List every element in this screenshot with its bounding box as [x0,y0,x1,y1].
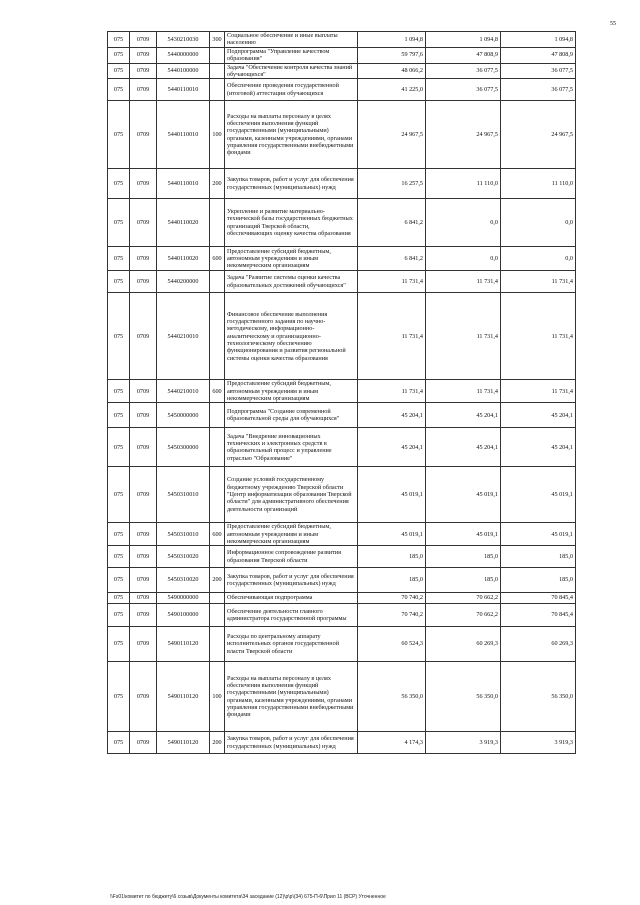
table-row [108,271,576,293]
amount-cell-2: 24 967,5 [426,101,501,169]
table-body [108,32,576,754]
amount-cell-3: 11 731,4 [501,380,576,403]
amount-cell-3: 11 731,4 [501,271,576,293]
admin-code-cell: 075 [108,101,130,169]
amount-cell-3: 45 204,1 [501,428,576,467]
amount-cell-3: 11 731,4 [501,293,576,380]
amount-cell-2: 60 269,3 [426,627,501,662]
amount-cell-2: 47 808,9 [426,47,501,63]
amount-cell-2: 36 077,5 [426,63,501,79]
section-code-cell: 0709 [130,593,157,604]
amount-cell-3: 3 919,3 [501,732,576,754]
admin-code-cell: 075 [108,63,130,79]
table-row [108,627,576,662]
target-item-code-cell: 5440210010 [157,380,210,403]
table-row [108,604,576,627]
expense-type-code-cell: 200 [210,169,225,199]
amount-cell-3: 45 204,1 [501,403,576,428]
target-item-code-cell: 5450310020 [157,568,210,593]
amount-cell-3: 185,0 [501,546,576,568]
target-item-code-cell: 5450310020 [157,546,210,568]
table-row [108,199,576,247]
amount-cell-2: 0,0 [426,199,501,247]
expense-name-cell: Информационное сопровождение развития образования Тверской области [225,546,358,568]
section-code-cell: 0709 [130,662,157,732]
expense-name-cell: Расходы по центральному аппарату исполнительных органов государственной власти Тверской области [225,627,358,662]
table-row [108,247,576,271]
table-row [108,47,576,63]
table-row [108,662,576,732]
section-code-cell: 0709 [130,428,157,467]
amount-cell-2: 45 204,1 [426,428,501,467]
expense-type-code-cell: 200 [210,732,225,754]
table-row [108,293,576,380]
target-item-code-cell: 5440200000 [157,271,210,293]
amount-cell-1: 48 066,2 [358,63,426,79]
amount-cell-1: 70 740,2 [358,604,426,627]
table-row [108,568,576,593]
section-code-cell: 0709 [130,627,157,662]
expense-type-code-cell: 100 [210,101,225,169]
amount-cell-2: 11 731,4 [426,380,501,403]
expense-name-cell: Создание условий государственному бюджетному учреждению Тверской области "Центр информатизации образования Тверской области" для административного обеспечения деятельности организаций [225,467,358,523]
table-row [108,169,576,199]
amount-cell-3: 1 094,8 [501,32,576,48]
expense-name-cell: Подпрограмма "Создание современной образовательной среды для обучающихся" [225,403,358,428]
expense-type-code-cell [210,293,225,380]
footer-file-path: \\Fs01\комитет по бюджету\6 созыв\Документы комитета\34 заседание (12)\р\р\(34) 675-П-6\Прил 11 (ВСР) Уточненное [110,894,386,900]
target-item-code-cell: 5490110120 [157,662,210,732]
target-item-code-cell: 5490110120 [157,732,210,754]
expense-name-cell: Укрепление и развитие материально-технической базы государственных бюджетных организаций Тверской области, обеспечивающих оценку качества образования [225,199,358,247]
admin-code-cell: 075 [108,627,130,662]
amount-cell-2: 36 077,5 [426,79,501,101]
amount-cell-1: 16 257,5 [358,169,426,199]
target-item-code-cell: 5450300000 [157,428,210,467]
admin-code-cell: 075 [108,169,130,199]
admin-code-cell: 075 [108,467,130,523]
amount-cell-2: 56 350,0 [426,662,501,732]
section-code-cell: 0709 [130,199,157,247]
table-row [108,79,576,101]
expense-type-code-cell: 600 [210,247,225,271]
amount-cell-2: 11 731,4 [426,271,501,293]
admin-code-cell: 075 [108,523,130,546]
expense-name-cell: Предоставление субсидий бюджетным, автономным учреждениям и иным некоммерческим организациям [225,380,358,403]
target-item-code-cell: 5440110020 [157,247,210,271]
target-item-code-cell: 5490100000 [157,604,210,627]
expense-type-code-cell [210,47,225,63]
target-item-code-cell: 5440210010 [157,293,210,380]
amount-cell-2: 3 919,3 [426,732,501,754]
admin-code-cell: 075 [108,403,130,428]
admin-code-cell: 075 [108,271,130,293]
amount-cell-1: 70 740,2 [358,593,426,604]
expense-name-cell: Закупка товаров, работ и услуг для обеспечения государственных (муниципальных) нужд [225,169,358,199]
admin-code-cell: 075 [108,380,130,403]
section-code-cell: 0709 [130,63,157,79]
page-number: 55 [610,21,616,27]
section-code-cell: 0709 [130,101,157,169]
section-code-cell: 0709 [130,47,157,63]
expense-name-cell: Задача "Обеспечение контроля качества знаний обучающихся" [225,63,358,79]
amount-cell-3: 185,0 [501,568,576,593]
table-row [108,63,576,79]
target-item-code-cell: 5490000000 [157,593,210,604]
expense-name-cell: Обеспечивающая подпрограмма [225,593,358,604]
amount-cell-1: 185,0 [358,568,426,593]
section-code-cell: 0709 [130,732,157,754]
target-item-code-cell: 5440110010 [157,79,210,101]
expense-name-cell: Предоставление субсидий бюджетным, автономным учреждениям и иным некоммерческим организациям [225,247,358,271]
section-code-cell: 0709 [130,568,157,593]
admin-code-cell: 075 [108,199,130,247]
target-item-code-cell: 5430210030 [157,32,210,48]
amount-cell-1: 45 204,1 [358,403,426,428]
table-row [108,428,576,467]
target-item-code-cell: 5440110010 [157,101,210,169]
amount-cell-3: 45 019,1 [501,523,576,546]
admin-code-cell: 075 [108,604,130,627]
amount-cell-2: 45 019,1 [426,467,501,523]
amount-cell-2: 11 110,0 [426,169,501,199]
target-item-code-cell: 5440110010 [157,169,210,199]
amount-cell-3: 0,0 [501,247,576,271]
amount-cell-3: 70 845,4 [501,604,576,627]
section-code-cell: 0709 [130,271,157,293]
amount-cell-2: 185,0 [426,568,501,593]
expense-type-code-cell: 600 [210,380,225,403]
amount-cell-3: 45 019,1 [501,467,576,523]
target-item-code-cell: 5440100000 [157,63,210,79]
section-code-cell: 0709 [130,293,157,380]
expense-type-code-cell [210,546,225,568]
expense-name-cell: Предоставление субсидий бюджетным, автономным учреждениям и иным некоммерческим организациям [225,523,358,546]
admin-code-cell: 075 [108,293,130,380]
expense-name-cell: Социальное обеспечение и иные выплаты населению [225,32,358,48]
table-row [108,467,576,523]
table-row [108,32,576,48]
section-code-cell: 0709 [130,380,157,403]
amount-cell-3: 11 110,0 [501,169,576,199]
admin-code-cell: 075 [108,247,130,271]
amount-cell-1: 1 094,8 [358,32,426,48]
amount-cell-2: 45 019,1 [426,523,501,546]
expense-name-cell: Расходы на выплаты персоналу в целях обеспечения выполнения функций государственными (муниципальными) органами, казенными учреждениями, органами управления государственными внебюджетными фондами [225,101,358,169]
target-item-code-cell: 5450310010 [157,523,210,546]
target-item-code-cell: 5450000000 [157,403,210,428]
amount-cell-1: 4 174,3 [358,732,426,754]
amount-cell-3: 24 967,5 [501,101,576,169]
table-row [108,593,576,604]
table-row [108,380,576,403]
budget-table [107,31,576,754]
expense-type-code-cell [210,271,225,293]
section-code-cell: 0709 [130,523,157,546]
amount-cell-1: 6 841,2 [358,199,426,247]
admin-code-cell: 075 [108,79,130,101]
amount-cell-1: 24 967,5 [358,101,426,169]
amount-cell-2: 1 094,8 [426,32,501,48]
expense-type-code-cell [210,627,225,662]
amount-cell-1: 11 731,4 [358,293,426,380]
target-item-code-cell: 5440000000 [157,47,210,63]
admin-code-cell: 075 [108,662,130,732]
expense-type-code-cell: 600 [210,523,225,546]
amount-cell-3: 36 077,5 [501,79,576,101]
expense-type-code-cell [210,593,225,604]
expense-type-code-cell [210,199,225,247]
expense-name-cell: Обеспечение проведения государственной (итоговой) аттестации обучающихся [225,79,358,101]
expense-name-cell: Закупка товаров, работ и услуг для обеспечения государственных (муниципальных) нужд [225,568,358,593]
amount-cell-1: 45 019,1 [358,467,426,523]
amount-cell-1: 41 225,0 [358,79,426,101]
section-code-cell: 0709 [130,32,157,48]
expense-name-cell: Расходы на выплаты персоналу в целях обеспечения выполнения функций государственными (муниципальными) органами, казенными учреждениями, органами управления государственными внебюджетными фондами [225,662,358,732]
amount-cell-1: 60 524,3 [358,627,426,662]
amount-cell-1: 185,0 [358,546,426,568]
amount-cell-3: 70 845,4 [501,593,576,604]
amount-cell-1: 6 841,2 [358,247,426,271]
amount-cell-1: 56 350,0 [358,662,426,732]
amount-cell-2: 11 731,4 [426,293,501,380]
table-row [108,546,576,568]
expense-name-cell: Задача "Развитие системы оценки качества образовательных достижений обучающихся" [225,271,358,293]
section-code-cell: 0709 [130,247,157,271]
target-item-code-cell: 5440110020 [157,199,210,247]
amount-cell-3: 0,0 [501,199,576,247]
expense-type-code-cell [210,604,225,627]
admin-code-cell: 075 [108,546,130,568]
amount-cell-3: 60 269,3 [501,627,576,662]
expense-type-code-cell [210,79,225,101]
amount-cell-1: 45 019,1 [358,523,426,546]
amount-cell-2: 0,0 [426,247,501,271]
section-code-cell: 0709 [130,403,157,428]
section-code-cell: 0709 [130,79,157,101]
expense-name-cell: Подпрограмма "Управление качеством образования" [225,47,358,63]
expense-type-code-cell: 200 [210,568,225,593]
admin-code-cell: 075 [108,732,130,754]
amount-cell-1: 11 731,4 [358,380,426,403]
expense-name-cell: Задача "Внедрение инновационных технических и электронных средств в образовательный процесс и управление отраслью "Образование" [225,428,358,467]
section-code-cell: 0709 [130,604,157,627]
expense-type-code-cell: 300 [210,32,225,48]
amount-cell-1: 45 204,1 [358,428,426,467]
target-item-code-cell: 5490110120 [157,627,210,662]
amount-cell-3: 47 808,9 [501,47,576,63]
amount-cell-2: 45 204,1 [426,403,501,428]
admin-code-cell: 075 [108,47,130,63]
table-row [108,523,576,546]
expense-type-code-cell [210,403,225,428]
target-item-code-cell: 5450310010 [157,467,210,523]
amount-cell-1: 11 731,4 [358,271,426,293]
expense-type-code-cell [210,63,225,79]
admin-code-cell: 075 [108,32,130,48]
expense-name-cell: Обеспечение деятельности главного администратора государственной программы [225,604,358,627]
amount-cell-3: 36 077,5 [501,63,576,79]
amount-cell-2: 70 662,2 [426,604,501,627]
table-row [108,403,576,428]
admin-code-cell: 075 [108,568,130,593]
amount-cell-2: 185,0 [426,546,501,568]
table-row [108,732,576,754]
amount-cell-2: 70 662,2 [426,593,501,604]
admin-code-cell: 075 [108,593,130,604]
expense-type-code-cell [210,467,225,523]
table-row [108,101,576,169]
section-code-cell: 0709 [130,467,157,523]
expense-name-cell: Закупка товаров, работ и услуг для обеспечения государственных (муниципальных) нужд [225,732,358,754]
section-code-cell: 0709 [130,546,157,568]
amount-cell-3: 56 350,0 [501,662,576,732]
expense-type-code-cell [210,428,225,467]
expense-type-code-cell: 100 [210,662,225,732]
section-code-cell: 0709 [130,169,157,199]
admin-code-cell: 075 [108,428,130,467]
amount-cell-1: 59 797,6 [358,47,426,63]
expense-name-cell: Финансовое обеспечение выполнения государственного задания по научно-методическому, информационно-аналитическому и организационно-технологическому обеспечению функционирования и развития региональной системы оценки качества образования [225,293,358,380]
